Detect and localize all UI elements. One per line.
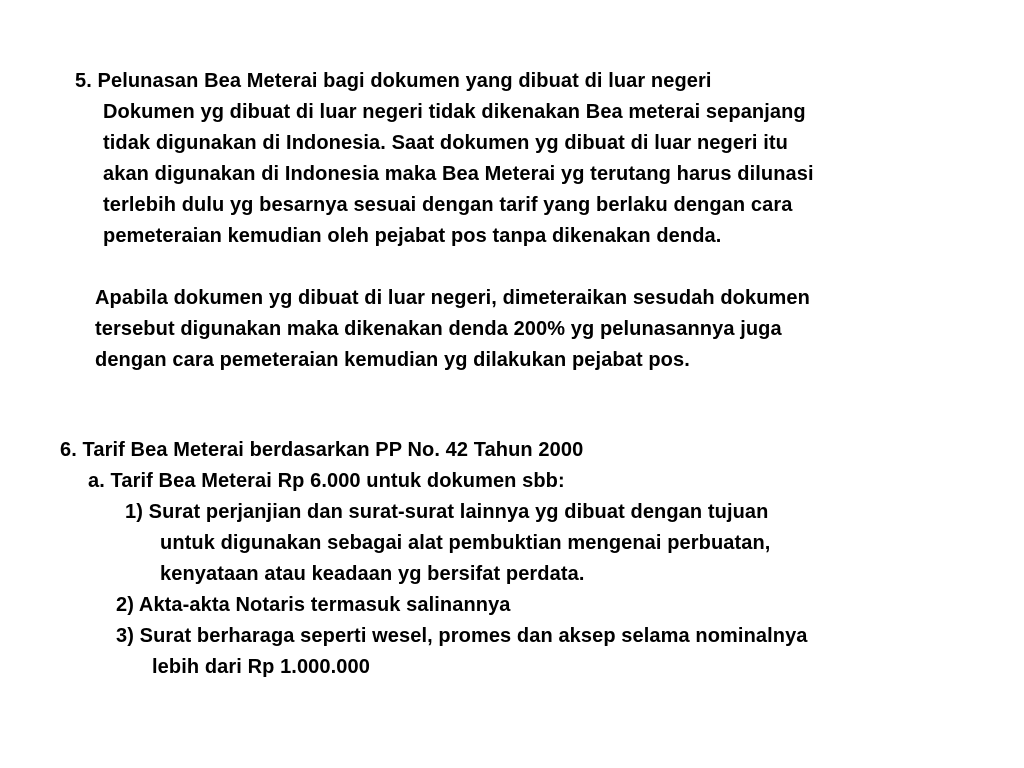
section5-paragraph1-line: Dokumen yg dibuat di luar negeri tidak dikenakan Bea meterai sepanjang [103,101,806,123]
section6-sub-a: a. Tarif Bea Meterai Rp 6.000 untuk dokumen sbb: [88,470,565,492]
section6-item3-line: lebih dari Rp 1.000.000 [152,656,370,678]
section5-heading: 5. Pelunasan Bea Meterai bagi dokumen yang dibuat di luar negeri [75,70,712,92]
section6-item1-line: untuk digunakan sebagai alat pembuktian mengenai perbuatan, [160,532,771,554]
section6-heading: 6. Tarif Bea Meterai berdasarkan PP No. 42 Tahun 2000 [60,439,584,461]
section5-paragraph1-line: akan digunakan di Indonesia maka Bea Meterai yg terutang harus dilunasi [103,163,814,185]
section6-item1-line: kenyataan atau keadaan yg bersifat perdata. [160,563,585,585]
section5-paragraph2-line: dengan cara pemeteraian kemudian yg dilakukan pejabat pos. [95,349,690,371]
section5-paragraph1-line: pemeteraian kemudian oleh pejabat pos tanpa dikenakan denda. [103,225,722,247]
section5-paragraph2-line: tersebut digunakan maka dikenakan denda 200% yg pelunasannya juga [95,318,782,340]
section6-item2: 2) Akta-akta Notaris termasuk salinannya [116,594,511,616]
section5-paragraph2-line: Apabila dokumen yg dibuat di luar negeri, dimeteraikan sesudah dokumen [95,287,810,309]
section5-paragraph1-line: tidak digunakan di Indonesia. Saat dokumen yg dibuat di luar negeri itu [103,132,788,154]
section5-paragraph1-line: terlebih dulu yg besarnya sesuai dengan tarif yang berlaku dengan cara [103,194,793,216]
section6-item1-line: 1) Surat perjanjian dan surat-surat lainnya yg dibuat dengan tujuan [125,501,769,523]
section6-item3-line: 3) Surat berharaga seperti wesel, promes dan aksep selama nominalnya [116,625,808,647]
